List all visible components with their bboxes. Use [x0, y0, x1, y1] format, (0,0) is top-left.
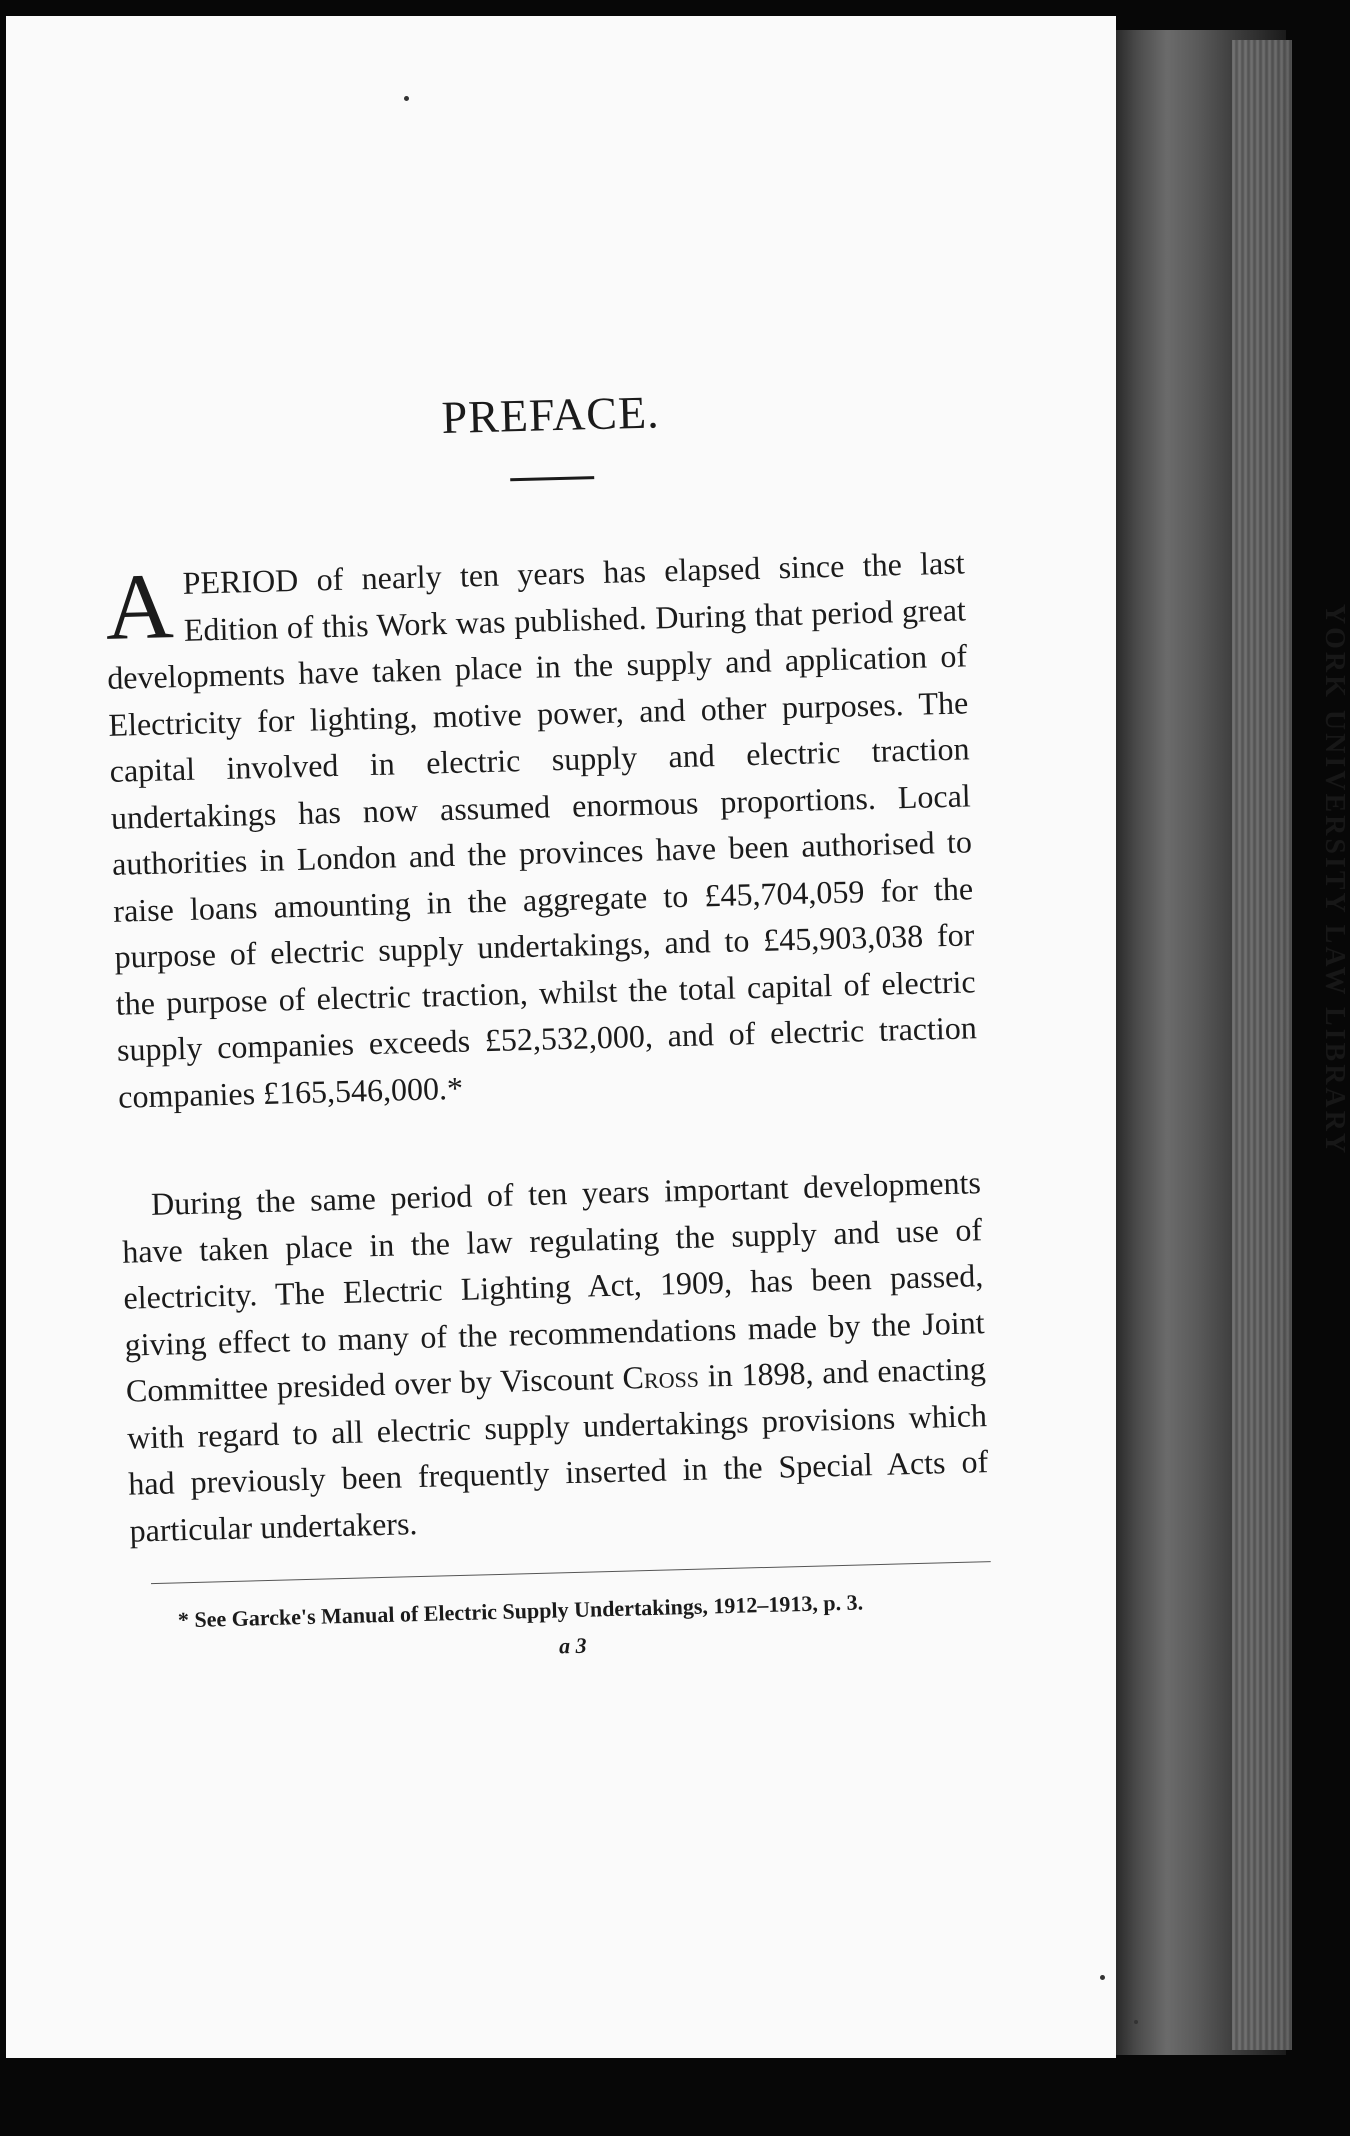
paragraph-2-text-b: in 1898, and enacting with regard to all electric supply undertakings provisions which had previously been frequently inserted in the Special Acts of particular undertakers.: [126, 1350, 989, 1549]
spine-stamp: YORK UNIVERSITY LAW LIBRARY: [1319, 603, 1350, 1157]
preface-content: [100, 377, 993, 1670]
page-title: PREFACE.: [440, 386, 661, 444]
footnote-rule: [151, 1561, 991, 1584]
paragraph-2-text-a: During the same period of ten years important developments have taken place in the law regulating the supply and use of electricity. The Electric Lighting Act, 1909, has been passed, giving effect to many of the recommendations made by the Joint Committee presided over by Viscount: [121, 1164, 985, 1409]
signature-mark: a 3: [558, 1632, 587, 1659]
dust-speck: [1134, 2020, 1138, 2024]
title-rule: [510, 476, 594, 481]
dust-speck: [404, 96, 409, 101]
paragraph-2-smallcaps: Cross: [622, 1357, 700, 1396]
drop-cap: A: [104, 554, 175, 660]
page-edges: [1232, 40, 1292, 2050]
paragraph-1-text: PERIOD of nearly ten years has elapsed since the last Edition of this Work was published. During that period great developments have taken place in the supply and application of Electricity for lighting, motive power, and other purposes. The capital involved in electric supply and electric traction undertakings has now assumed enormous proportions. Local authorities in London and the provinces have been authorised to raise loans amounting in the aggregate to £45,704,059 for the purpose of electric supply undertakings, and to £45,903,038 for the purpose of electric traction, whilst the total capital of electric supply companies exceeds £52,532,000, and of electric traction companies £165,546,000.*: [106, 544, 978, 1115]
dust-speck: [1100, 1975, 1105, 1980]
paragraph-2: [120, 1159, 989, 1553]
paragraph-1: [104, 539, 978, 1119]
footnote: * See Garcke's Manual of Electric Supply Undertakings, 1912–1913, p. 3.: [177, 1589, 864, 1633]
